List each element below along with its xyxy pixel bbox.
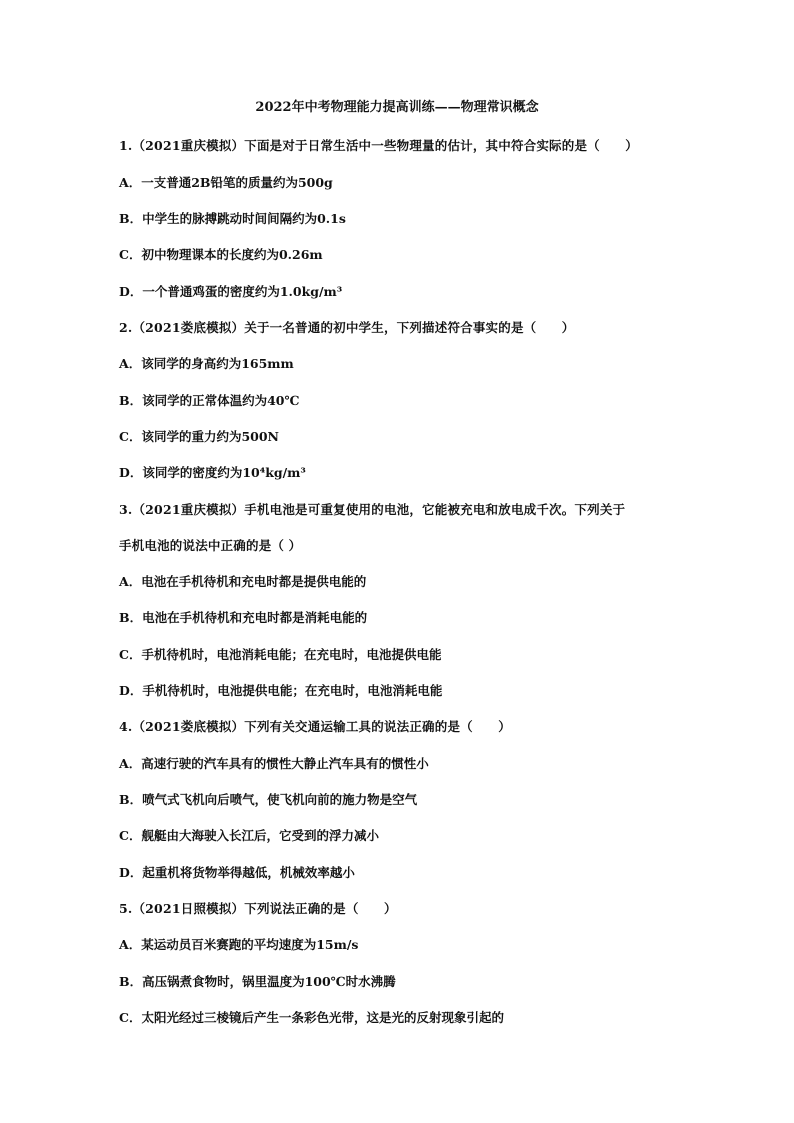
- question-1-option-b: B．中学生的脉搏跳动时间间隔约为0.1s: [119, 211, 346, 226]
- question-5-option-b: B．高压锅煮食物时，锅里温度为100℃时水沸腾: [119, 974, 396, 989]
- question-5-option-a: A．某运动员百米赛跑的平均速度为15m/s: [119, 937, 359, 952]
- question-3-option-c: C．手机待机时，电池消耗电能；在充电时，电池提供电能: [119, 647, 442, 662]
- question-4: 4.（2021娄底模拟）下列有关交通运输工具的说法正确的是（ ）: [119, 719, 511, 734]
- question-4-option-a: A．高速行驶的汽车具有的惯性大静止汽车具有的惯性小: [119, 756, 429, 771]
- question-3-option-b: B．电池在手机待机和充电时都是消耗电能的: [119, 610, 368, 625]
- question-2-option-d: D．该同学的密度约为10⁴kg/m³: [119, 465, 306, 480]
- question-1-option-a: A．一支普通2B铅笔的质量约为500g: [119, 175, 333, 190]
- question-1: 1.（2021重庆模拟）下面是对于日常生活中一些物理量的估计，其中符合实际的是（ ）: [119, 138, 638, 153]
- question-3-continued: 手机电池的说法中正确的是（ ）: [119, 538, 302, 553]
- question-5: 5.（2021日照模拟）下列说法正确的是（ ）: [119, 901, 397, 916]
- question-4-option-d: D．起重机将货物举得越低，机械效率越小: [119, 865, 355, 880]
- question-3: 3.（2021重庆模拟）手机电池是可重复使用的电池，它能被充电和放电成千次。下列关于: [119, 502, 626, 517]
- question-1-option-d: D．一个普通鸡蛋的密度约为1.0kg/m³: [119, 284, 343, 299]
- document-title: 2022年中考物理能力提高训练——物理常识概念: [255, 100, 539, 115]
- question-5-option-c: C．太阳光经过三棱镜后产生一条彩色光带，这是光的反射现象引起的: [119, 1010, 504, 1025]
- question-2: 2.（2021娄底模拟）关于一名普通的初中学生，下列描述符合事实的是（ ）: [119, 320, 575, 335]
- question-2-option-a: A．该同学的身高约为165mm: [119, 356, 294, 371]
- question-1-option-c: C．初中物理课本的长度约为0.26m: [119, 247, 323, 262]
- question-4-option-b: B．喷气式飞机向后喷气，使飞机向前的施力物是空气: [119, 792, 418, 807]
- question-3-option-d: D．手机待机时，电池提供电能；在充电时，电池消耗电能: [119, 683, 443, 698]
- question-2-option-b: B．该同学的正常体温约为40℃: [119, 393, 300, 408]
- question-2-option-c: C．该同学的重力约为500N: [119, 429, 279, 444]
- question-3-option-a: A．电池在手机待机和充电时都是提供电能的: [119, 574, 367, 589]
- question-4-option-c: C．舰艇由大海驶入长江后，它受到的浮力减小: [119, 828, 379, 843]
